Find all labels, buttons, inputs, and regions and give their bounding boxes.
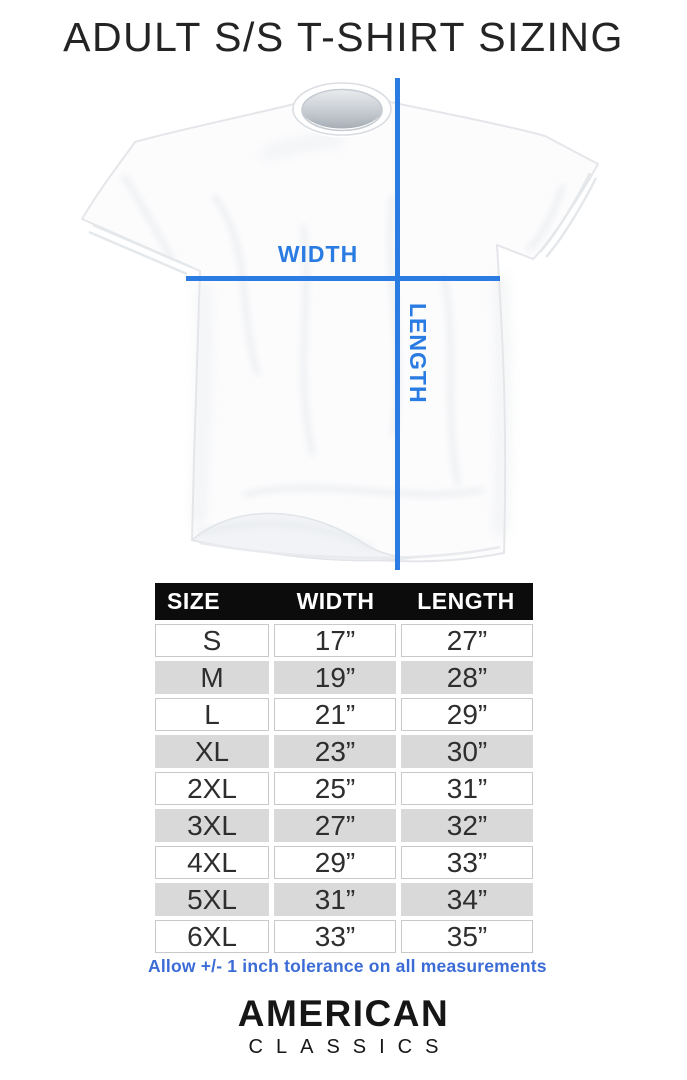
header-size: SIZE — [167, 588, 221, 614]
table-cell-length: 30” — [401, 735, 533, 768]
table-cell-size: 2XL — [155, 772, 269, 805]
tshirt-image — [63, 75, 623, 575]
table-row — [155, 698, 533, 731]
tolerance-note: Allow +/- 1 inch tolerance on all measurements — [148, 956, 547, 976]
table-cell-length: 28” — [401, 661, 533, 694]
table-cell-size: S — [155, 624, 269, 657]
table-cell-length: 35” — [401, 920, 533, 953]
width-label: WIDTH — [277, 241, 359, 267]
table-cell-size: 6XL — [155, 920, 269, 953]
table-row — [155, 920, 533, 953]
table-cell-width: 29” — [274, 846, 396, 879]
table-cell-length: 31” — [401, 772, 533, 805]
length-label: LENGTH — [405, 303, 431, 404]
page-title: ADULT S/S T-SHIRT SIZING — [63, 14, 624, 60]
table-cell-size: L — [155, 698, 269, 731]
table-cell-width: 21” — [274, 698, 396, 731]
header-width: WIDTH — [296, 588, 375, 614]
size-table-header — [155, 583, 533, 620]
table-cell-width: 19” — [274, 661, 396, 694]
table-row — [155, 661, 533, 694]
table-row — [155, 883, 533, 916]
table-cell-length: 29” — [401, 698, 533, 731]
tshirt-illustration — [63, 75, 623, 575]
table-cell-width: 31” — [274, 883, 396, 916]
table-cell-size: XL — [155, 735, 269, 768]
table-cell-width: 25” — [274, 772, 396, 805]
table-row — [155, 735, 533, 768]
width-measure-line — [186, 276, 500, 281]
table-cell-length: 33” — [401, 846, 533, 879]
table-cell-width: 17” — [274, 624, 396, 657]
table-cell-size: 5XL — [155, 883, 269, 916]
brand-name: AMERICAN — [237, 993, 450, 1034]
table-cell-length: 27” — [401, 624, 533, 657]
brand-subname: CLASSICS — [248, 1036, 452, 1058]
brand-logo — [0, 993, 687, 1059]
table-cell-length: 34” — [401, 883, 533, 916]
table-cell-size: 3XL — [155, 809, 269, 842]
table-cell-size: M — [155, 661, 269, 694]
length-measure-line — [395, 78, 400, 570]
table-row — [155, 846, 533, 879]
table-cell-width: 27” — [274, 809, 396, 842]
table-cell-length: 32” — [401, 809, 533, 842]
header-length: LENGTH — [417, 588, 515, 614]
size-table — [155, 583, 533, 957]
table-row — [155, 809, 533, 842]
table-cell-width: 23” — [274, 735, 396, 768]
size-table-body — [155, 624, 533, 953]
table-row — [155, 772, 533, 805]
table-row — [155, 624, 533, 657]
table-cell-width: 33” — [274, 920, 396, 953]
table-cell-size: 4XL — [155, 846, 269, 879]
